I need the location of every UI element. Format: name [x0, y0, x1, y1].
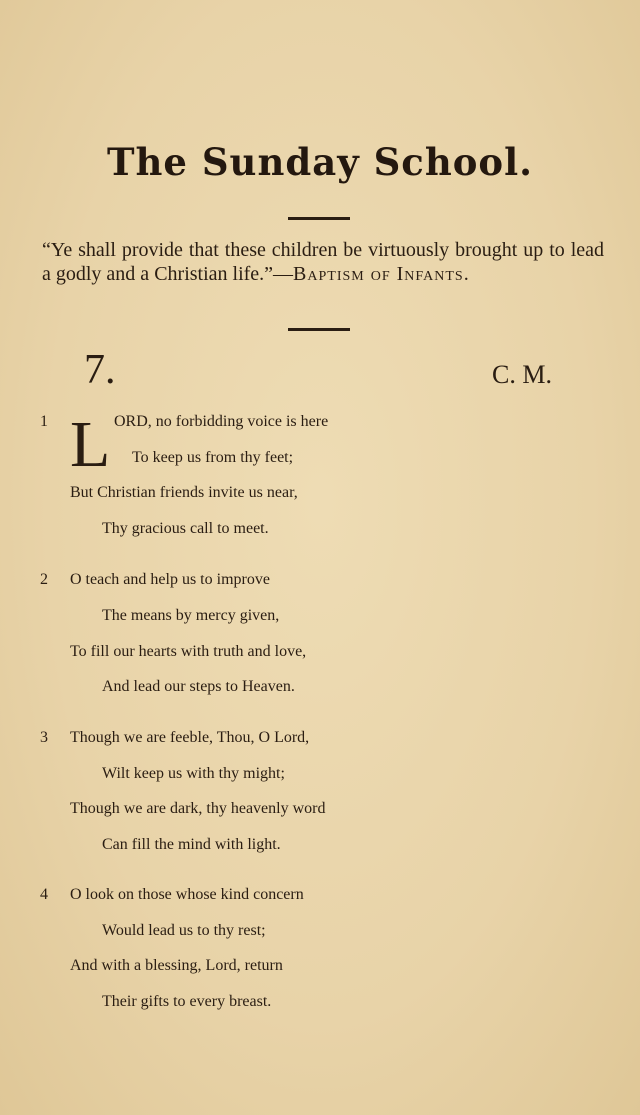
verse-line: But Christian friends invite us near, [70, 484, 298, 501]
hymn-number: 7. [84, 347, 116, 393]
verse-line: And with a blessing, Lord, return [70, 957, 283, 974]
verse-line: And lead our steps to Heaven. [102, 678, 295, 695]
verse-line: O look on those whose kind concern [70, 886, 304, 903]
drop-cap: L [70, 408, 111, 481]
verse-line: To keep us from thy feet; [132, 449, 294, 466]
verse-line: ORD, no forbidding voice is here [114, 413, 329, 430]
verse-line: Thy gracious call to meet. [102, 520, 269, 537]
verse-number: 1 [40, 413, 48, 430]
epigraph [42, 238, 604, 286]
verse-line: Though we are feeble, Thou, O Lord, [70, 729, 310, 746]
section-title: The Sunday School. [106, 140, 534, 184]
verse-number: 4 [40, 886, 48, 903]
epigraph-quote: “Ye shall provide that these children be virtuously brought up to lead a godly and a Christian life.”— [42, 239, 604, 285]
verse-line: Though we are dark, thy heavenly word [70, 800, 326, 817]
verse-line: Would lead us to thy rest; [102, 922, 266, 939]
verse-line: The means by mercy given, [102, 607, 280, 624]
verse-line: Their gifts to every breast. [102, 993, 272, 1010]
hymn-meter: C. M. [492, 360, 552, 389]
verse-number: 3 [40, 729, 48, 746]
verse-line: Wilt keep us with thy might; [102, 765, 285, 782]
epigraph-source: Baptism of Infants. [293, 263, 470, 285]
verse-line: To fill our hearts with truth and love, [70, 643, 307, 660]
title-divider [288, 217, 350, 220]
epigraph-divider [288, 328, 350, 331]
verse-line: O teach and help us to improve [70, 571, 270, 588]
verse-line: Can fill the mind with light. [102, 836, 281, 853]
verse-number: 2 [40, 571, 48, 588]
